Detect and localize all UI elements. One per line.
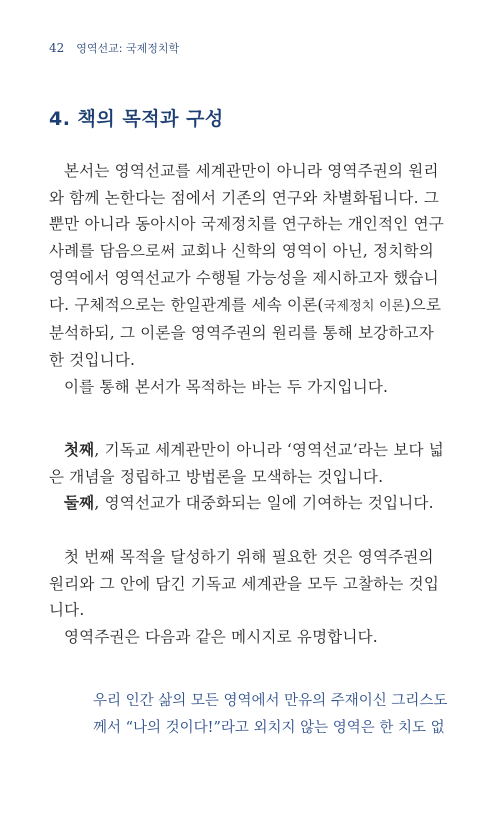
list-item (49, 437, 453, 464)
purpose-list (49, 437, 453, 517)
text-line: 와 함께 논한다는 점에서 기존의 연구와 차별화됩니다. 그 (49, 188, 439, 207)
running-header (49, 40, 179, 56)
section-title: 4. 책의 목적과 구성 (49, 108, 224, 130)
text-line: 한 것입니다. (49, 350, 136, 369)
text-line: 사례를 담음으로써 교회나 신학의 영역이 아닌, 정치학의 (49, 242, 434, 261)
list-item (49, 490, 453, 517)
quote-line: 우리 인간 삶의 모든 영역에서 만유의 주재이신 그리스도 (93, 693, 448, 709)
text-line (49, 292, 453, 321)
block-quote (93, 688, 448, 741)
text-fragment: 다. 구체적으로는 한일관계를 세속 이론( (49, 295, 324, 314)
text-line: 이를 통해 본서가 목적하는 바는 두 가지입니다. (64, 377, 389, 396)
page-number: 42 (49, 41, 65, 55)
text-line: 은 개념을 정립하고 방법론을 모색하는 것입니다. (49, 467, 384, 486)
list-label: 첫째 (64, 440, 95, 459)
text-line: 영역에서 영역선교가 수행될 가능성을 제시하고자 했습니 (49, 268, 439, 287)
running-title: 영역선교: 국제정치학 (76, 42, 180, 55)
body-paragraph (49, 544, 453, 651)
text-line: 첫 번째 목적을 달성하기 위해 필요한 것은 영역주권의 (64, 548, 434, 566)
text-line: 니다. (49, 601, 85, 620)
text-line: 영역주권은 다음과 같은 메시지로 유명합니다. (64, 628, 378, 647)
intro-paragraph (49, 158, 453, 400)
text-fragment: , 기독교 세계관만이 아니라 ‘영역선교’라는 보다 넓 (94, 441, 444, 459)
text-line: 뿐만 아니라 동아시아 국제정치를 연구하는 개인적인 연구 (49, 215, 444, 234)
text-line: 분석하되, 그 이론을 영역주권의 원리를 통해 보강하고자 (49, 324, 434, 343)
quote-line: 께서 “나의 것이다!”라고 외치지 않는 영역은 한 치도 없 (93, 719, 445, 736)
text-fragment: , 영역선교가 대중화되는 일에 기여하는 것입니다. (94, 494, 434, 513)
list-label: 둘째 (64, 493, 95, 513)
text-line: 원리와 그 안에 담긴 기독교 세계관을 모두 고찰하는 것입 (49, 574, 439, 593)
text-line: 본서는 영역선교를 세계관만이 아니라 영역주권의 원리 (64, 162, 439, 180)
inline-note: 국제정치 이론 (323, 298, 405, 314)
text-fragment: )으로 (404, 295, 442, 314)
